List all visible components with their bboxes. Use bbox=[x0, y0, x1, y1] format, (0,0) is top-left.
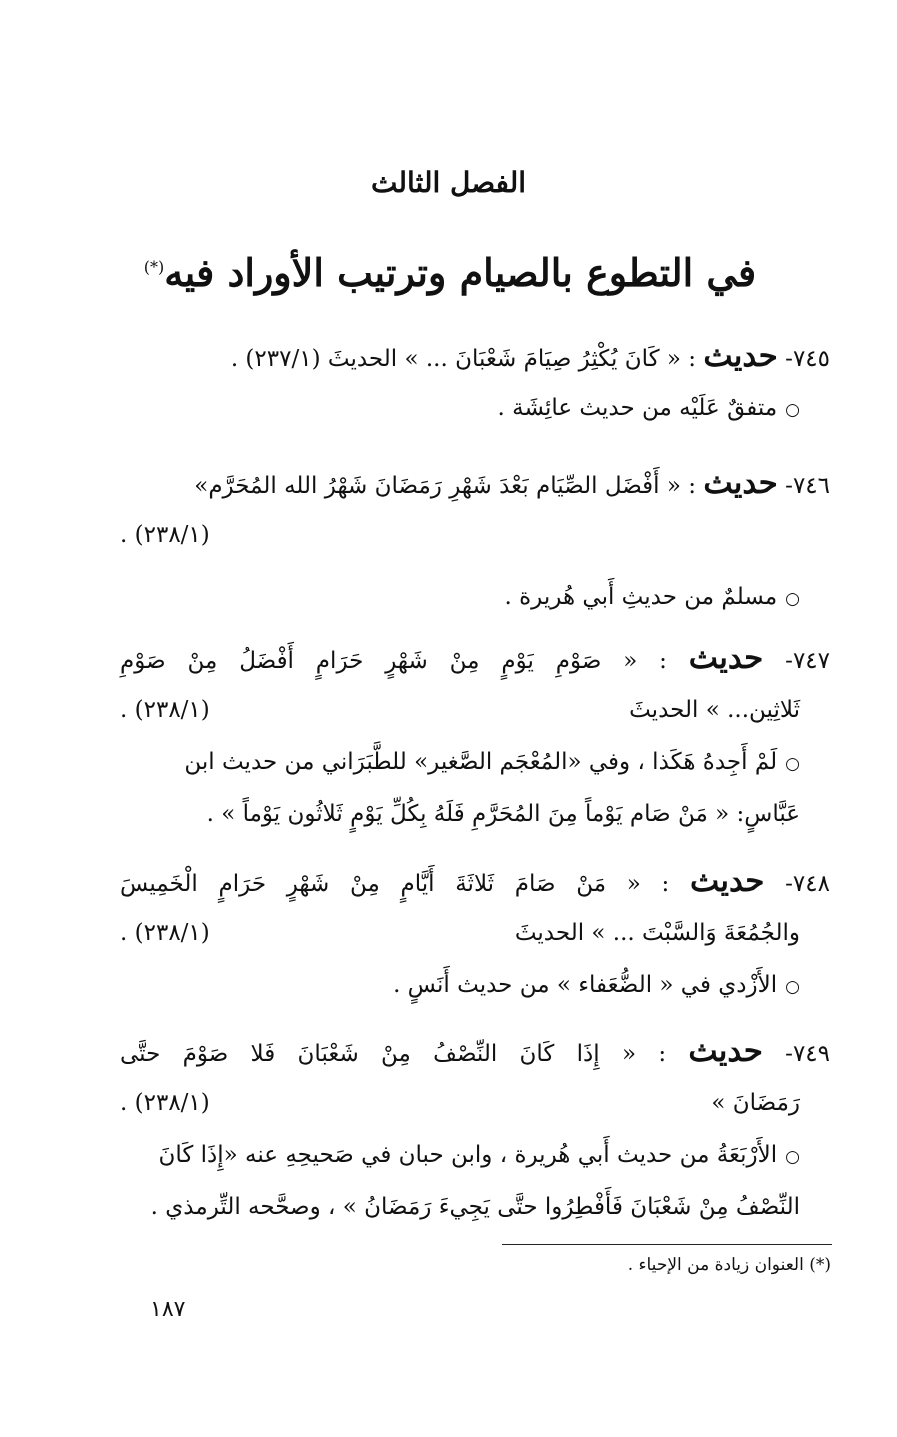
source-note-line bbox=[120, 959, 830, 1011]
hadith-line bbox=[120, 907, 830, 959]
source-note-text: متفقٌ عَلَيْه من حديث عائِشَة . bbox=[497, 395, 778, 421]
hadith-line bbox=[120, 684, 830, 736]
volume-page-reference: (٢٣٨/١) . bbox=[120, 920, 210, 946]
hadith-label: حديث bbox=[703, 465, 778, 501]
hadith-label: حديث bbox=[688, 640, 764, 676]
section-title-text: في التطوع بالصيام وترتيب الأوراد فيه bbox=[164, 250, 757, 295]
source-note-text: مسلمٌ من حديثِ أَبي هُريرة . bbox=[504, 584, 778, 610]
volume-page-reference: (٢٣٨/١) . bbox=[120, 1090, 210, 1116]
hadith-label: حديث bbox=[703, 338, 778, 374]
source-note-line bbox=[120, 1181, 830, 1233]
chapter-heading: الفصل الثالث bbox=[370, 166, 527, 199]
hadith-label: حديث bbox=[688, 1033, 763, 1069]
circle-bullet-icon: ○ bbox=[785, 754, 800, 774]
hadith-line: ٧٤٩- حديث : « إِذَا كَانَ النِّصْفُ مِنْ شَعْبَانَ فَلا صَوْمَ حتَّى bbox=[120, 1033, 831, 1069]
hadith-number: ٧٤٧- bbox=[785, 648, 831, 674]
source-note-text: النِّصْفُ مِنْ شَعْبَانَ فَأَفْطِرُوا حتَّى يَجِيءَ رَمَضَانُ » ، وصحَّحه التِّرمذي . bbox=[150, 1194, 800, 1220]
hadith-line: ٧٤٨- حديث : « مَنْ صَامَ ثَلاثَةَ أَيَّامٍ مِنْ شَهْرٍ حَرَامٍ الْخَمِيسَ bbox=[120, 863, 830, 899]
circle-bullet-icon: ○ bbox=[785, 1147, 800, 1167]
hadith-entry-748 bbox=[120, 855, 830, 1011]
circle-bullet-icon: ○ bbox=[785, 977, 800, 997]
hadith-entry-747 bbox=[120, 632, 830, 840]
footnote: (*) العنوان زيادة من الإحياء . bbox=[627, 1255, 831, 1275]
source-note-text: لَمْ أَجِدهُ هَكَذا ، وفي «المُعْجَم الصَّغير» للطَّبَرَاني من حديث ابن bbox=[184, 749, 778, 775]
hadith-text: « أَفْضَل الصِّيَام بَعْدَ شَهْرِ رَمَضَانَ شَهْرُ الله المُحَرَّم» bbox=[194, 473, 681, 499]
hadith-text: « مَنْ صَامَ ثَلاثَةَ أَيَّامٍ مِنْ شَهْرٍ حَرَامٍ الْخَمِيسَ bbox=[120, 871, 641, 897]
footnote-marker: (*) bbox=[143, 257, 165, 277]
hadith-line bbox=[120, 1077, 830, 1129]
hadith-entry-749 bbox=[120, 1025, 830, 1233]
hadith-line: ٧٤٧- حديث : « صَوْمِ يَوْمٍ مِنْ شَهْرٍ حَرَامٍ أَفْضَلُ مِنْ صَوْمِ bbox=[120, 640, 831, 676]
hadith-text: « صَوْمِ يَوْمٍ مِنْ شَهْرٍ حَرَامٍ أَفْضَلُ مِنْ صَوْمِ bbox=[120, 648, 638, 674]
circle-bullet-icon: ○ bbox=[785, 400, 800, 420]
hadith-text: ثَلاثِين... » الحديثَ bbox=[629, 697, 800, 723]
hadith-entry-745 bbox=[120, 330, 830, 434]
hadith-text: « إِذَا كَانَ النِّصْفُ مِنْ شَعْبَانَ فَلا صَوْمَ حتَّى bbox=[120, 1041, 637, 1067]
source-note-line bbox=[120, 571, 830, 623]
circle-bullet-icon: ○ bbox=[785, 589, 800, 609]
hadith-text: والجُمُعَةَ وَالسَّبْتَ ... » الحديثَ bbox=[514, 920, 800, 946]
source-note-line bbox=[120, 1129, 830, 1181]
hadith-number: ٧٤٥- bbox=[785, 346, 830, 372]
hadith-line: ٧٤٦- حديث : « أَفْضَل الصِّيَام بَعْدَ شَهْرِ رَمَضَانَ شَهْرُ الله المُحَرَّم» bbox=[194, 465, 830, 501]
footnote-divider bbox=[502, 1244, 832, 1245]
section-title bbox=[110, 250, 790, 295]
hadith-entry-746 bbox=[120, 457, 830, 623]
source-note-text: الأَزْدي في « الضُّعَفاء » من حديث أَنَسٍ . bbox=[393, 972, 778, 998]
hadith-text: رَمَضَانَ » bbox=[711, 1090, 800, 1116]
hadith-number: ٧٤٦- bbox=[785, 473, 830, 499]
hadith-number: ٧٤٨- bbox=[785, 871, 830, 897]
page-number: ١٨٧ bbox=[150, 1297, 186, 1322]
hadith-line: ٧٤٥- حديث : « كَانَ يُكْثِرُ صِيَامَ شَعْبَانَ ... » الحديثَ (٢٣٧/١) . bbox=[230, 338, 830, 374]
source-note-text: عَبَّاسٍ: « مَنْ صَام يَوْماً مِنَ المُحَرَّمِ فَلَهُ بِكُلِّ يَوْمٍ ثَلاثُون يَوْماً » . bbox=[206, 801, 800, 827]
hadith-label: حديث bbox=[689, 863, 765, 899]
source-note-line bbox=[120, 788, 830, 840]
source-note-line bbox=[120, 736, 830, 788]
volume-page-reference: (٢٣٨/١) . bbox=[120, 697, 210, 723]
volume-page-reference: (٢٣٨/١) . bbox=[120, 522, 210, 548]
hadith-line bbox=[120, 509, 830, 561]
hadith-number: ٧٤٩- bbox=[785, 1041, 831, 1067]
source-note-text: الأَرْبَعَةُ من حديث أَبي هُريرة ، وابن حبان في صَحيحِهِ عنه «إِذَا كَانَ bbox=[158, 1142, 778, 1168]
hadith-text: « كَانَ يُكْثِرُ صِيَامَ شَعْبَانَ ... » الحديثَ (٢٣٧/١) . bbox=[230, 346, 681, 372]
source-note-line bbox=[120, 382, 830, 434]
